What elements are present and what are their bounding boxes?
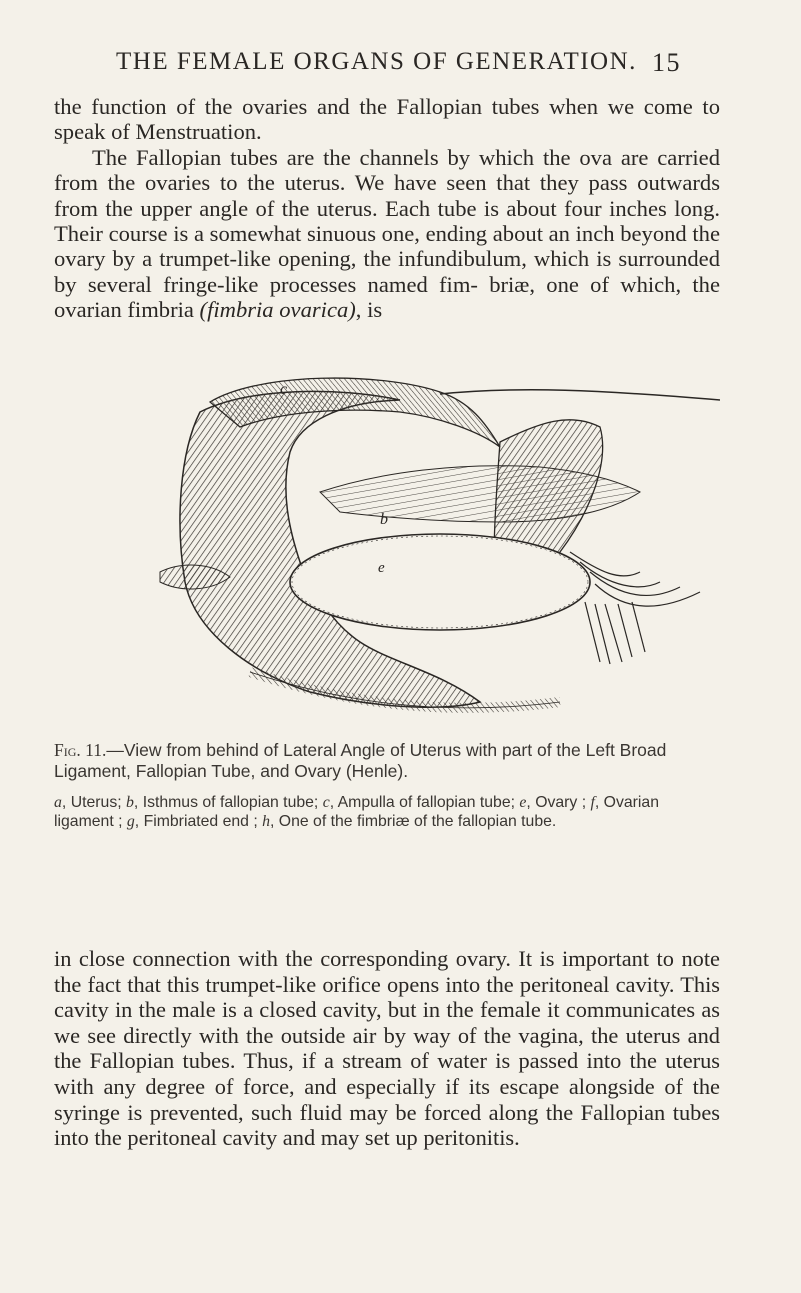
chapter-title: THE FEMALE ORGANS OF GENERATION. (116, 48, 637, 75)
legend-value-c: Ampulla of fallopian tube; (337, 794, 520, 811)
caption-title (54, 740, 720, 781)
p1-line-10: briæ, one of which, the ovarian fimbria (54, 271, 720, 323)
ovary (290, 534, 590, 630)
legend-value-g: Fimbriated end ; (143, 813, 263, 830)
legend-value-a: Uterus; (70, 794, 126, 811)
legend-key-b: b (126, 794, 134, 811)
legend-key-a: a (54, 794, 62, 811)
figure-number: Fig. 11. (54, 740, 107, 760)
legend-value-b: Isthmus of fallopian tube; (142, 794, 323, 811)
p1-line-5: that they pass outwards from the upper angle of the uterus. (54, 170, 720, 221)
caption-text: —View from behind of Lateral Angle of Uterus with part of the Left Broad Ligament, Fallopian Tube, and Ovary (Henle). (54, 740, 667, 781)
legend-key-c: c (322, 794, 330, 811)
page-number: 15 (652, 48, 681, 77)
label-c: c (280, 381, 288, 398)
italic-term: (fimbria ovarica) (199, 297, 356, 323)
label-e: e (378, 560, 385, 576)
p1-line-7: somewhat sinuous one, ending about an inch beyond the (209, 221, 720, 247)
p1-line-4: are carried from the ovaries to the uterus. We have seen (54, 144, 720, 196)
running-head (106, 48, 681, 78)
p1-line-9: is surrounded by several fringe-like processes named fim- (54, 246, 720, 297)
figure-legend: a, Uterus; b, Isthmus of fallopian tube; c, Ampulla of fallopian tube; e, Ovary ; f, Ovarian ligament ; g, Fimbriated end ; h, One of the fimbriæ of the fallopian tube. (54, 794, 659, 830)
uterus-engraving (140, 372, 720, 722)
p1-line-1: the function of the ovaries and the Fallopian tubes when (54, 94, 599, 119)
legend-value-h: One of the fimbriæ of the fallopian tube. (278, 813, 557, 830)
p1-line-8: ovary by a trumpet-like opening, the infundibulum, which (54, 246, 590, 272)
p1-tail: , is (355, 297, 383, 323)
p1-line-3: The Fallopian tubes are the channels by which the ova (92, 144, 613, 170)
legend-key-e: e (519, 794, 527, 811)
paragraph-2: in close connection with the corresponding ovary. It is important to note the fact that this trumpet-like orifice opens into the peritoneal cavity. This cavity in the male is a closed cavity, but in the female it communicates as we see directly with the outside air by way of the vagina, the uterus and the Fallopian tubes. Thus, if a stream of water is passed into the uterus with any degree of force, and especially if its escape alongside of the syringe is prevented, such fluid may be forced along the Fallopian tubes into the peritoneal cavity and may set up peritonitis. (54, 946, 720, 1151)
figure-caption (54, 740, 720, 831)
fimbriae-strokes (570, 552, 700, 664)
anatomical-illustration (140, 372, 720, 722)
p1-line-2: we come to speak of Menstruation. (54, 94, 720, 145)
legend-key-g: g (126, 813, 135, 830)
label-b: b (380, 511, 388, 528)
legend-value-e: Ovary ; (535, 794, 591, 811)
legend-value-f: Ovarian ligament ; (54, 794, 659, 830)
legend-key-h: h (262, 813, 271, 830)
legend-key-f: f (590, 794, 595, 811)
p1-line-6: Each tube is about four inches long. Their course is a (54, 195, 721, 247)
paragraph-1 (54, 94, 720, 323)
